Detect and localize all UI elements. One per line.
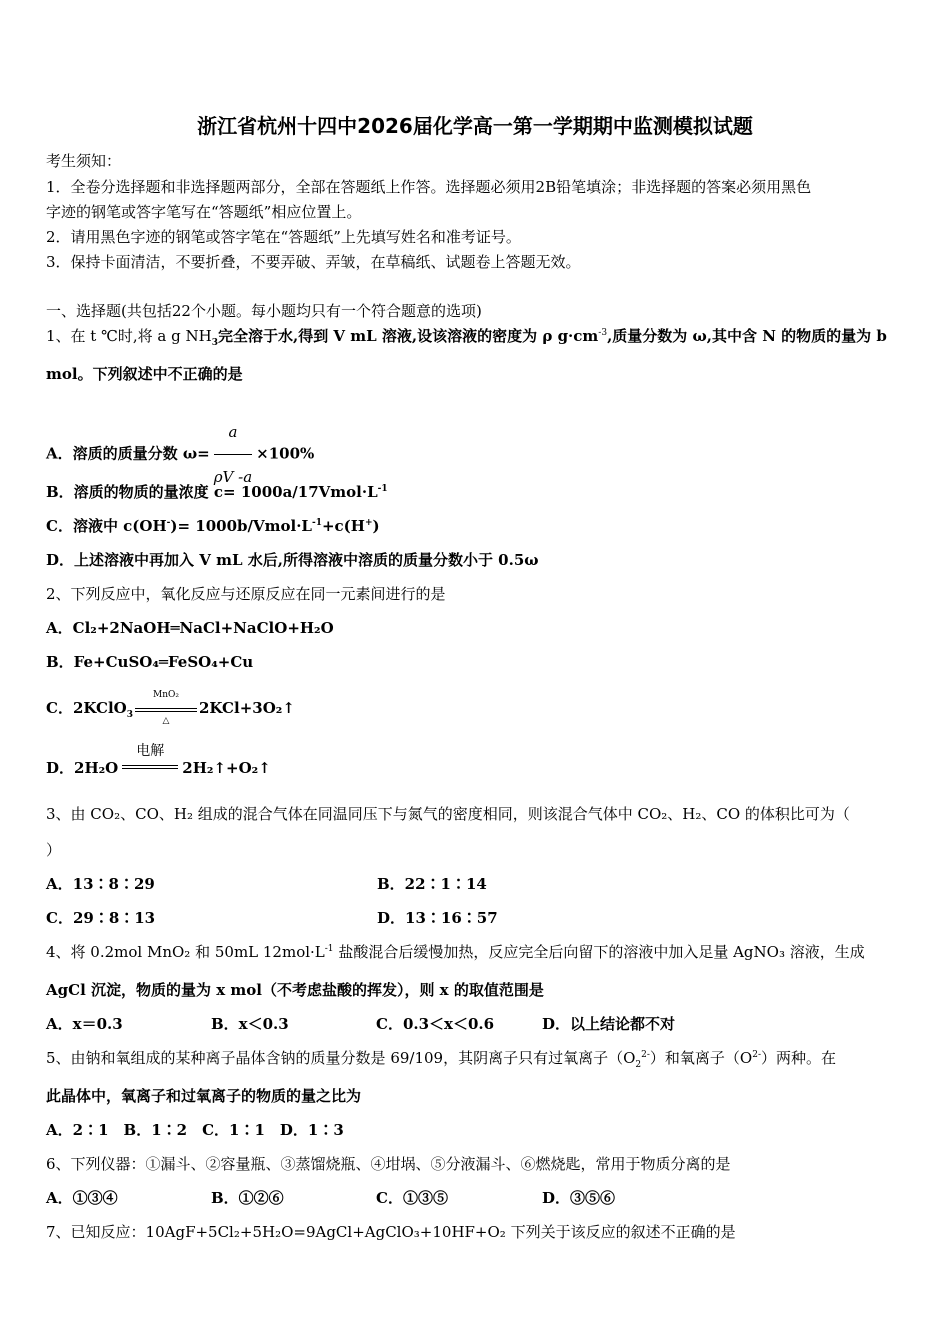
question-2-stem: 2、下列反应中，氧化反应与还原反应在同一元素间进行的是 <box>46 585 446 603</box>
section-heading: 一、选择题(共包括22个小题。每小题均只有一个符合题意的选项) <box>46 302 482 320</box>
option-b: B．x＜0.3 <box>211 1015 289 1033</box>
question-1-option-a: A．溶质的质量分数 ω= $\frac{a}{\rho V -a}$ ×100% <box>46 412 314 497</box>
question-1-option-c: C．溶液中 $c(OH^-)= 1000b/Vmol\cdot L^{-1}+c(H^+)$ <box>46 517 380 535</box>
notice-heading: 考生须知： <box>46 152 122 170</box>
notice-item: 1．全卷分选择题和非选择题两部分，全部在答题纸上作答。选择题必须用2B铅笔填涂；非选择题的答案必须用黑色 <box>46 178 812 196</box>
question-3-options-row1 <box>46 874 906 894</box>
reaction-arrow: 电解 <box>122 759 178 779</box>
option-d: D．13∶16∶57 <box>377 909 498 927</box>
question-2-option-c: C．2KClO$_3$ MnO₂ △ 2KCl+3O₂↑ <box>46 690 295 726</box>
question-3-options-row2 <box>46 908 906 928</box>
question-6-stem: 6、下列仪器：①漏斗、②容量瓶、③蒸馏烧瓶、④坩埚、⑤分液漏斗、⑥燃烧匙，常用于物质分离的是 <box>46 1155 731 1173</box>
question-1-stem: 1、在 t ℃时,将 a g $NH_3$完全溶于水,得到 V mL 溶液,设该溶液的密度为 ρ $g\cdot cm^{-3}$,质量分数为 ω,其中含 N 的物质的量为 b <box>46 327 887 348</box>
reaction-arrow: MnO₂ △ <box>135 699 197 719</box>
option-b: B．22∶1∶14 <box>377 875 487 893</box>
option-c: C．29∶8∶13 <box>46 909 156 927</box>
question-1-option-d: D．上述溶液中再加入 V mL 水后,所得溶液中溶质的质量分数小于 0.5ω <box>46 551 539 569</box>
option-a: A．13∶8∶29 <box>46 875 155 893</box>
option-b: B．①②⑥ <box>211 1189 284 1207</box>
question-2-option-a: A．Cl₂+2NaOH═NaCl+NaClO+H₂O <box>46 619 334 637</box>
question-7-stem: 7、已知反应：10AgF+5Cl₂+5H₂O=9AgCl+AgClO₃+10HF+O₂ 下列关于该反应的叙述不正确的是 <box>46 1223 736 1241</box>
option-d: D．以上结论都不对 <box>542 1015 676 1033</box>
page-title: 浙江省杭州十四中2026届化学高一第一学期期中监测模拟试题 <box>197 114 753 138</box>
question-1-option-b: B．溶质的物质的量浓度 $c= 1000a/17Vmol\cdot L^{-1}$ <box>46 483 388 501</box>
option-a: A．①③④ <box>46 1189 118 1207</box>
option-a: A．x＝0.3 <box>46 1015 123 1033</box>
notice-item: 2．请用黑色字迹的钢笔或答字笔在“答题纸”上先填写姓名和准考证号。 <box>46 228 521 246</box>
question-5-options: A．2∶1 B．1∶2 C．1∶1 D．1∶3 <box>46 1121 344 1139</box>
question-1-stem-line2: mol。下列叙述中不正确的是 <box>46 365 243 383</box>
notice-item: 字迹的钢笔或答字笔写在“答题纸”相应位置上。 <box>46 203 362 221</box>
question-4-stem: 4、将 0.2mol MnO₂ 和 50mL $12mol\cdot L^{-1}$ 盐酸混合后缓慢加热，反应完全后向留下的溶液中加入足量 AgNO₃ 溶液，生成 <box>46 943 865 961</box>
option-d: D．③⑤⑥ <box>542 1189 616 1207</box>
fraction: $\frac{a}{\rho V -a}$ <box>214 412 252 497</box>
question-4-stem-line2: AgCl 沉淀，物质的量为 x mol（不考虑盐酸的挥发），则 x 的取值范围是 <box>46 981 544 999</box>
question-3-stem-line2: ） <box>46 841 62 859</box>
question-2-option-b: B．Fe+CuSO₄═FeSO₄+Cu <box>46 653 254 671</box>
question-5-stem: 5、由钠和氧组成的某种离子晶体含钠的质量分数是 69/109，其阴离子只有过氧离子$(O_2^{2-})$和氧离子$(O^{2-})$两种。在 <box>46 1049 837 1070</box>
question-5-stem-line2: 此晶体中，氧离子和过氧离子的物质的量之比为 <box>46 1087 362 1105</box>
notice-item: 3．保持卡面清洁，不要折叠，不要弄破、弄皱，在草稿纸、试题卷上答题无效。 <box>46 253 581 271</box>
option-c: C．0.3＜x＜0.6 <box>376 1015 495 1033</box>
option-c: C．①③⑤ <box>376 1189 448 1207</box>
question-3-stem: 3、由 CO₂、CO、H₂ 组成的混合气体在同温同压下与氮气的密度相同，则该混合气体中 CO₂、H₂、CO 的体积比可为（ <box>46 805 850 823</box>
question-2-option-d: D．2H₂O 电解 2H₂↑+O₂↑ <box>46 743 271 777</box>
